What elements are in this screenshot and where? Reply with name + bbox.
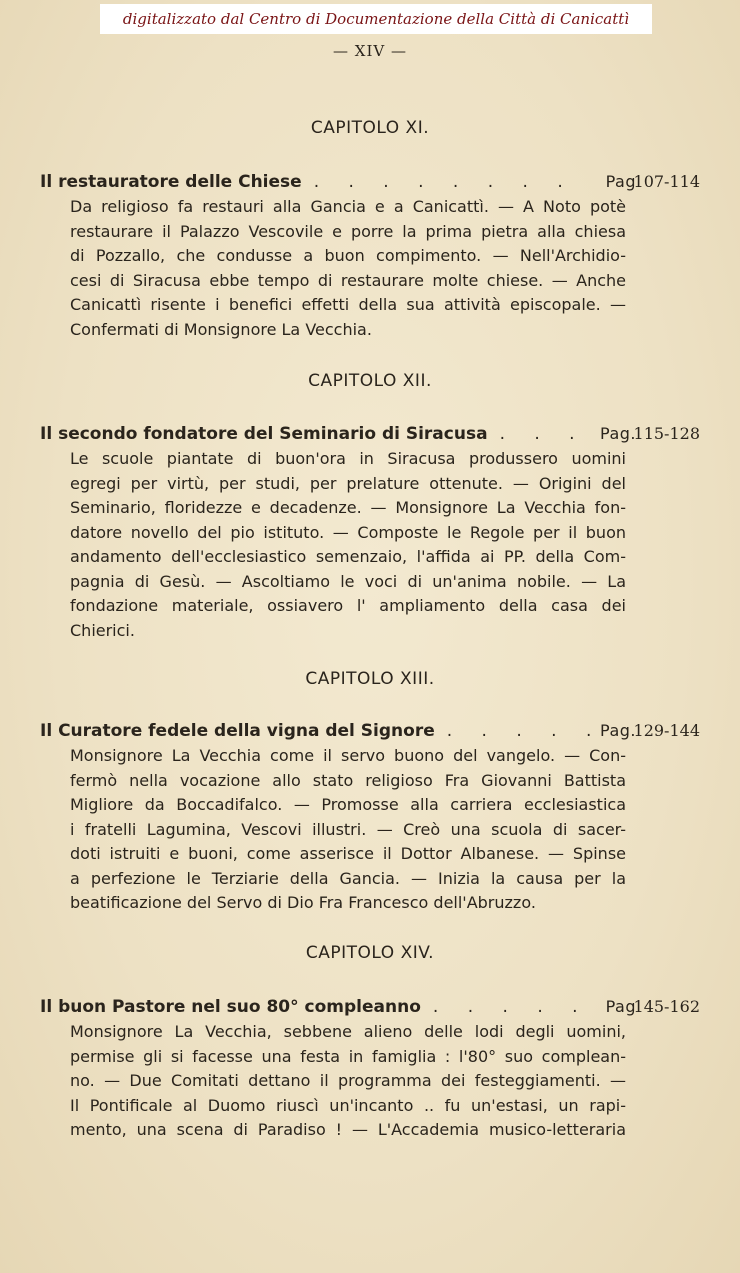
summary-line: mento, una scena di Paradiso ! — L'Accademia musico-letteraria	[70, 1120, 626, 1139]
summary-line: Monsignore La Vecchia, sebbene alieno delle lodi degli uomini,	[70, 1022, 626, 1041]
summary-line: Confermati di Monsignore La Vecchia.	[70, 319, 372, 339]
summary-line: Le scuole piantate di buon'ora in Siracusa produssero uomini	[70, 449, 626, 468]
summary-line: beatificazione del Servo di Dio Fra Francesco dell'Abruzzo.	[70, 893, 536, 912]
summary-line: doti istruiti e buoni, come asserisce il Dottor Albanese. — Spinse	[70, 844, 626, 863]
summary-line: pagnia di Gesù. — Ascoltiamo le voci di un'anima nobile. — La	[70, 571, 626, 591]
page-range: 129-144	[633, 721, 700, 740]
summary-line: Canicattì risente i benefici effetti della sua attività episcopale. —	[70, 295, 626, 314]
chapter-summary	[70, 195, 626, 342]
page-label: Pag.	[600, 721, 636, 740]
toc-entry-title: Il Curatore fedele della vigna del Signore	[40, 721, 435, 741]
chapter-summary	[70, 744, 626, 916]
summary-line: datore novello del pio istituto. — Composte le Regole per il buon	[70, 522, 626, 542]
summary-line: cesi di Siracusa ebbe tempo di restaurare molte chiese. — Anche	[70, 270, 626, 290]
toc-entry-title: Il restauratore delle Chiese	[40, 172, 302, 192]
toc-entry	[40, 170, 700, 194]
toc-entry	[40, 995, 700, 1019]
page-range: 115-128	[633, 424, 700, 443]
toc-entry-title: Il secondo fondatore del Seminario di Siracusa	[40, 424, 488, 444]
toc-entry-title: Il buon Pastore nel suo 80° compleanno	[40, 997, 421, 1017]
toc-entry	[40, 422, 700, 446]
summary-line: i fratelli Lagumina, Vescovi illustri. — Creò una scuola di sacer-	[70, 819, 626, 839]
summary-line: a perfezione le Terziarie della Gancia. — Inizia la causa per la	[70, 868, 626, 888]
leader-dots: . . .	[499, 424, 587, 444]
chapter-heading: CAPITOLO XI.	[310, 118, 430, 138]
chapter-heading: CAPITOLO XII.	[308, 371, 432, 391]
page-label: Pag	[605, 997, 636, 1016]
summary-line: no. — Due Comitati dettano il programma dei festeggiamenti. —	[70, 1071, 626, 1090]
summary-line: Il Pontificale al Duomo riuscì un'incanto .. fu un'estasi, un rapi-	[70, 1095, 626, 1115]
summary-line: fermò nella vocazione allo stato religioso Fra Giovanni Battista	[70, 770, 626, 790]
chapter-summary	[70, 1020, 626, 1143]
summary-line: andamento dell'ecclesiastico semenzaio, l'affida ai PP. della Com-	[70, 547, 626, 566]
page-label: Pag	[605, 172, 636, 191]
summary-line: Migliore da Boccadifalco. — Promosse alla carriera ecclesiastica	[70, 795, 626, 814]
leader-dots: . . . . . . . .	[313, 172, 575, 192]
summary-line: di Pozzallo, che condusse a buon compimento. — Nell'Archidio-	[70, 246, 626, 265]
summary-line: Seminario, floridezze e decadenze. — Monsignore La Vecchia fon-	[70, 498, 626, 517]
page-number: — XIV —	[333, 42, 407, 60]
summary-line: egregi per virtù, per studi, per prelature ottenute. — Origini del	[70, 473, 626, 493]
chapter-heading: CAPITOLO XIII.	[305, 669, 435, 689]
digitization-watermark: digitalizzato dal Centro di Documentazione della Città di Canicattì	[100, 4, 652, 34]
summary-line: fondazione materiale, ossiavero l' ampliamento della casa dei	[70, 596, 626, 615]
summary-line: Monsignore La Vecchia come il servo buono del vangelo. — Con-	[70, 746, 626, 765]
summary-line: Chierici.	[70, 620, 135, 640]
toc-entry	[40, 719, 700, 743]
leader-dots: . . . . .	[446, 721, 604, 741]
summary-line: permise gli si facesse una festa in famiglia : l'80° suo complean-	[70, 1046, 626, 1066]
summary-line: restaurare il Palazzo Vescovile e porre la prima pietra alla chiesa	[70, 221, 626, 241]
leader-dots: . . . . .	[432, 997, 590, 1017]
page-range: 107-114	[633, 172, 700, 191]
page-label: Pag.	[600, 424, 636, 443]
chapter-summary	[70, 447, 626, 643]
page-range: 145-162	[633, 997, 700, 1016]
summary-line: Da religioso fa restauri alla Gancia e a Canicattì. — A Noto potè	[70, 197, 626, 216]
chapter-heading: CAPITOLO XIV.	[305, 943, 435, 963]
